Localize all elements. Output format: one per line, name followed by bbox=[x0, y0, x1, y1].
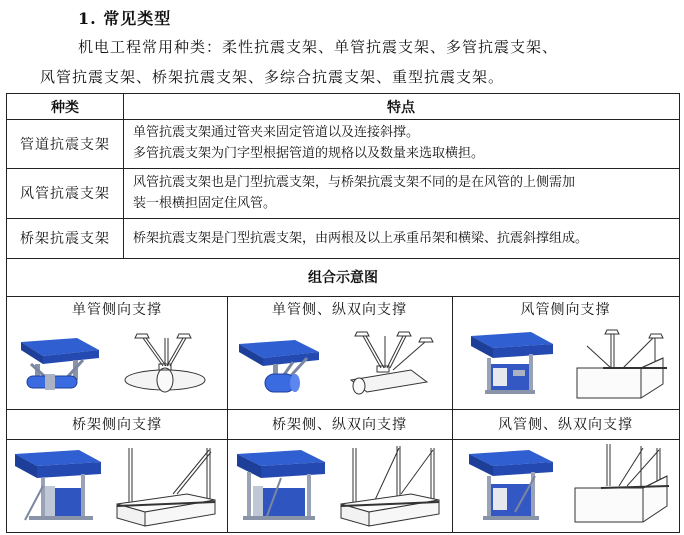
tray-bidirectional-3d-image bbox=[233, 446, 329, 526]
type-column-header: 种类 bbox=[51, 99, 79, 116]
intro-line-2: 风管抗震支架、桥架抗震支架、多综合抗震支架、重型抗震支架。 bbox=[40, 68, 505, 86]
diagram-label-single-pipe-bidirectional: 单管侧、纵双向支撑 bbox=[272, 302, 407, 318]
row-feature-tray: 桥架抗震支架是门型抗震支架，由两根及以上承重吊架和横梁、抗震斜撑组成。 bbox=[133, 231, 589, 246]
single-pipe-lateral-3d-image bbox=[13, 334, 105, 396]
feature-column-header: 特点 bbox=[387, 99, 415, 116]
tray-lateral-3d-image bbox=[11, 446, 105, 526]
diagram-label-tray-lateral: 桥架侧向支撑 bbox=[72, 417, 162, 433]
single-pipe-bidirectional-line-image bbox=[337, 330, 439, 400]
intro-line-1: 机电工程常用种类：柔性抗震支架、单管抗震支架、多管抗震支架、 bbox=[78, 38, 559, 56]
tray-bidirectional-line-image bbox=[335, 444, 445, 528]
row-feature-duct: 风管抗震支架也是门型抗震支架，与桥架抗震支架不同的是在风管的上侧需加 装一根横担固定住风管。 bbox=[133, 175, 576, 211]
diagram-label-tray-bidirectional: 桥架侧、纵双向支撑 bbox=[272, 417, 407, 433]
duct-bidirectional-3d-image bbox=[465, 446, 557, 526]
bracket-types-table bbox=[6, 93, 680, 533]
row-type-duct: 风管抗震支架 bbox=[20, 186, 110, 202]
diagram-label-single-pipe-lateral: 单管侧向支撑 bbox=[72, 302, 162, 318]
duct-lateral-line-image bbox=[567, 328, 671, 402]
row-feature-pipe: 单管抗震支架通过管夹来固定管道以及连接斜撑。 多管抗震支架为门字型根据管道的规格以及数量来选取横担。 bbox=[133, 125, 485, 161]
duct-lateral-3d-image bbox=[465, 330, 557, 400]
combo-diagram-title: 组合示意图 bbox=[308, 270, 378, 286]
row-type-pipe: 管道抗震支架 bbox=[20, 136, 110, 153]
duct-bidirectional-line-image bbox=[567, 442, 673, 528]
section-heading: 1. 常见类型 bbox=[78, 9, 172, 28]
tray-lateral-line-image bbox=[111, 444, 221, 528]
row-type-tray: 桥架抗震支架 bbox=[20, 231, 110, 247]
diagram-label-duct-lateral: 风管侧向支撑 bbox=[520, 302, 611, 318]
diagram-label-duct-bidirectional: 风管侧、纵双向支撑 bbox=[498, 417, 633, 433]
single-pipe-lateral-line-image bbox=[117, 332, 213, 398]
single-pipe-bidirectional-3d-image bbox=[235, 334, 325, 396]
